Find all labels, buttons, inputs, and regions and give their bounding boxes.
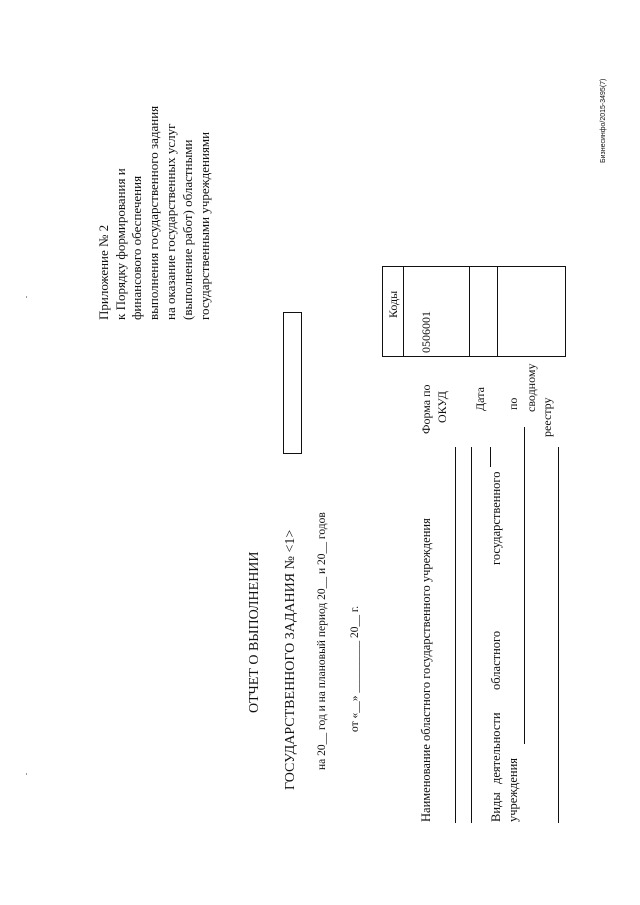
source-stamp: Бизнесинфо/2015-3495(7) (600, 78, 607, 163)
institution-label: Наименование областного государственного учреждения (419, 518, 433, 822)
okud-label: ОКУД (435, 391, 449, 423)
registry-label: реестру (540, 397, 554, 437)
scan-mark (26, 296, 27, 298)
codes-table (382, 266, 566, 357)
report-period: на 20__ год и на плановый период 20__ и 20__ годов (316, 512, 328, 770)
codes-header: Коды (386, 290, 400, 318)
activity-word: областного (489, 630, 503, 690)
activity-fill-line (490, 447, 491, 467)
appendix-line: выполнения государственного задания (146, 105, 161, 320)
date-label: Дата (473, 387, 487, 411)
scan-mark (26, 773, 27, 775)
okud-code: 0506001 (419, 311, 433, 353)
appendix-line: (выполнение работ) областными (180, 139, 195, 320)
institution-fill-line (471, 447, 472, 823)
activity-word: государственного (489, 471, 503, 565)
codes-divider (497, 266, 498, 357)
registry-label: сводному (524, 363, 538, 412)
activity-word: деятельности (489, 712, 503, 784)
report-number-box (283, 312, 302, 454)
codes-divider (469, 266, 470, 357)
report-subtitle: ГОСУДАРСТВЕННОГО ЗАДАНИЯ № <1> (283, 529, 298, 790)
okud-label: Форма по (419, 384, 433, 434)
institution-fill-line (455, 447, 456, 823)
registry-label: по (506, 397, 520, 410)
activity-fill-line (558, 447, 559, 823)
activity-word: Виды (489, 792, 503, 822)
appendix-line: к Порядку формирования и (113, 168, 128, 320)
appendix-line: на оказание государственных услуг (163, 123, 178, 320)
activity-line2: учреждения (506, 757, 520, 822)
report-title: ОТЧЕТ О ВЫПОЛНЕНИИ (247, 551, 262, 713)
appendix-line: государственными учреждениями (197, 131, 212, 320)
codes-divider (403, 266, 404, 357)
appendix-title: Приложение № 2 (96, 224, 111, 320)
appendix-line: финансового обеспечения (129, 175, 144, 320)
activity-fill-line (524, 427, 525, 744)
report-date-line: от «__» _________ 20__ г. (349, 605, 361, 732)
